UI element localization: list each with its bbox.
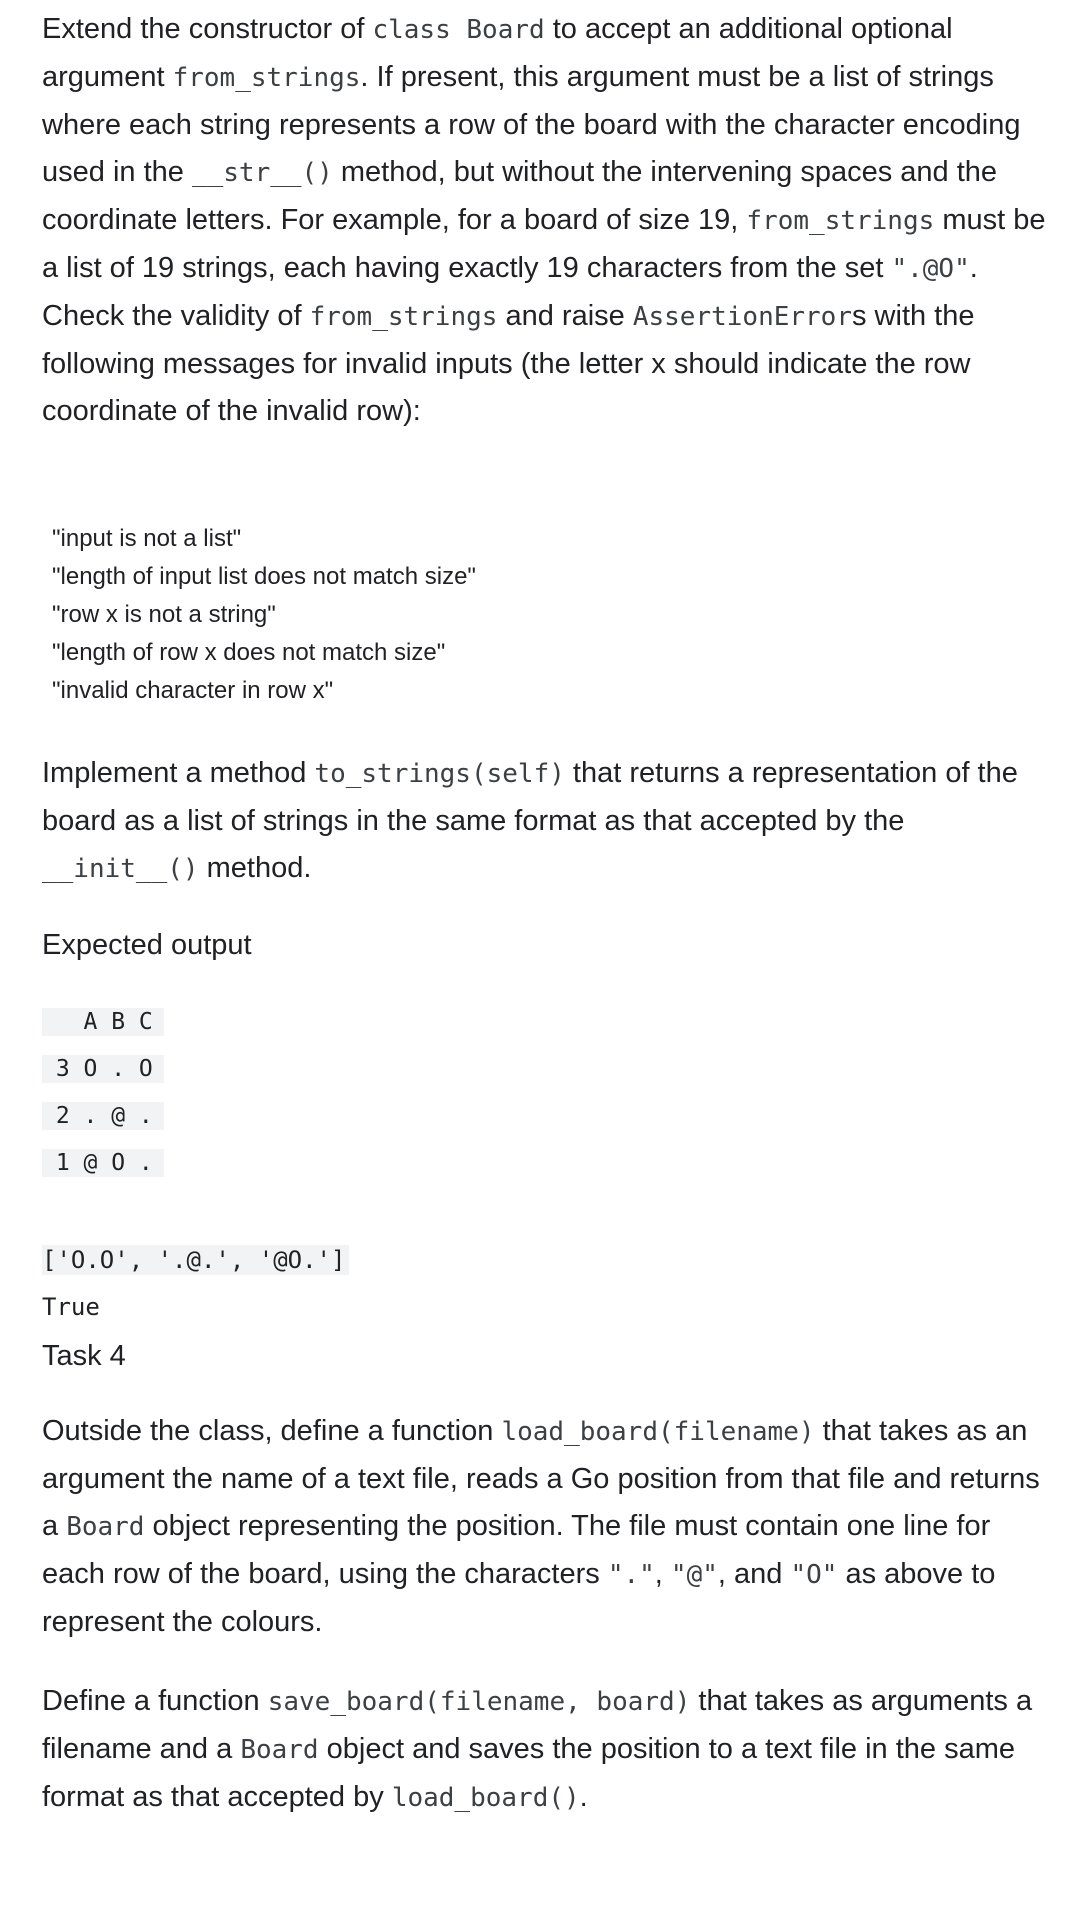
inline-code: to_strings(self) <box>314 759 565 789</box>
error-message: "length of input list does not match size" <box>52 563 476 590</box>
inline-code: __init__() <box>42 854 199 884</box>
text-span: . Check the validity of <box>42 252 978 332</box>
text-span: , and <box>717 1558 791 1590</box>
error-message: "length of row x does not match size" <box>52 639 446 666</box>
output-list: ['O.O', '.@.', '@O.'] <box>42 1245 349 1275</box>
text-span: . <box>579 1781 588 1813</box>
text-span: that takes as arguments a filename and a <box>42 1685 1033 1765</box>
text-span: Define a function <box>42 1685 268 1717</box>
board-row: 1 @ O . <box>42 1149 164 1177</box>
error-message-list <box>52 520 476 710</box>
inline-code: __str__() <box>191 158 333 188</box>
text-span: that returns a representation of the board as a list of strings in the same format as that accepted by the <box>42 757 1018 837</box>
error-message: "input is not a list" <box>52 525 242 552</box>
inline-code: from_strings <box>746 206 935 236</box>
board-row: 2 . @ . <box>42 1102 164 1130</box>
board-row: A B C <box>42 1008 164 1036</box>
board-output <box>42 1008 164 1196</box>
text-span: method, but without the intervening spaces and the coordinate letters. For example, for a board of size 19, <box>42 156 998 236</box>
text-span: , <box>654 1558 671 1590</box>
output-true: True <box>42 1293 100 1321</box>
text-span: method. <box>198 852 312 884</box>
error-message: "invalid character in row x" <box>52 677 334 704</box>
inline-code: from_strings <box>309 302 498 332</box>
inline-code: from_strings <box>172 63 361 93</box>
text-span: s with the following messages for invalid inputs (the letter x should indicate the row coordinate of the invalid row): <box>42 300 975 427</box>
inline-code: load_board() <box>391 1783 580 1813</box>
inline-code: AssertionError <box>632 302 852 332</box>
board-row: 3 O . O <box>42 1055 164 1083</box>
to-strings-paragraph <box>42 750 1052 893</box>
inline-code: load_board(filename) <box>501 1417 815 1447</box>
text-span: Outside the class, define a function <box>42 1415 502 1447</box>
text-span: object representing the position. The file must contain one line for each row of the board, using the characters <box>42 1510 991 1590</box>
inline-code: "O" <box>790 1560 838 1590</box>
error-message: "row x is not a string" <box>52 601 276 628</box>
inline-code: "." <box>607 1560 655 1590</box>
save-board-paragraph <box>42 1678 1052 1822</box>
text-span: object and saves the position to a text file in the same format as that accepted by <box>42 1733 1016 1813</box>
text-span: Implement a method <box>42 757 315 789</box>
text-span: that takes as an argument the name of a text file, reads a Go position from that file and returns a <box>42 1415 1040 1542</box>
expected-output-label: Expected output <box>42 929 252 961</box>
text-span: and raise <box>497 300 633 332</box>
inline-code: ".@O" <box>891 254 970 284</box>
task4-heading: Task 4 <box>42 1340 126 1372</box>
text-span: Extend the constructor of <box>42 13 373 45</box>
constructor-paragraph <box>42 6 1052 435</box>
inline-code: class Board <box>372 15 545 45</box>
text-span: . If present, this argument must be a list of strings where each string represents a row of the board with the character encoding used in the <box>42 61 1021 188</box>
load-board-paragraph <box>42 1408 1052 1646</box>
inline-code: Board <box>66 1512 145 1542</box>
inline-code: "@" <box>670 1560 718 1590</box>
inline-code: save_board(filename, board) <box>267 1687 691 1717</box>
inline-code: Board <box>240 1735 319 1765</box>
text-span: to accept an additional optional argument <box>42 13 953 93</box>
text-span: must be a list of 19 strings, each having exactly 19 characters from the set <box>42 204 1046 284</box>
text-span: as above to represent the colours. <box>42 1558 996 1638</box>
